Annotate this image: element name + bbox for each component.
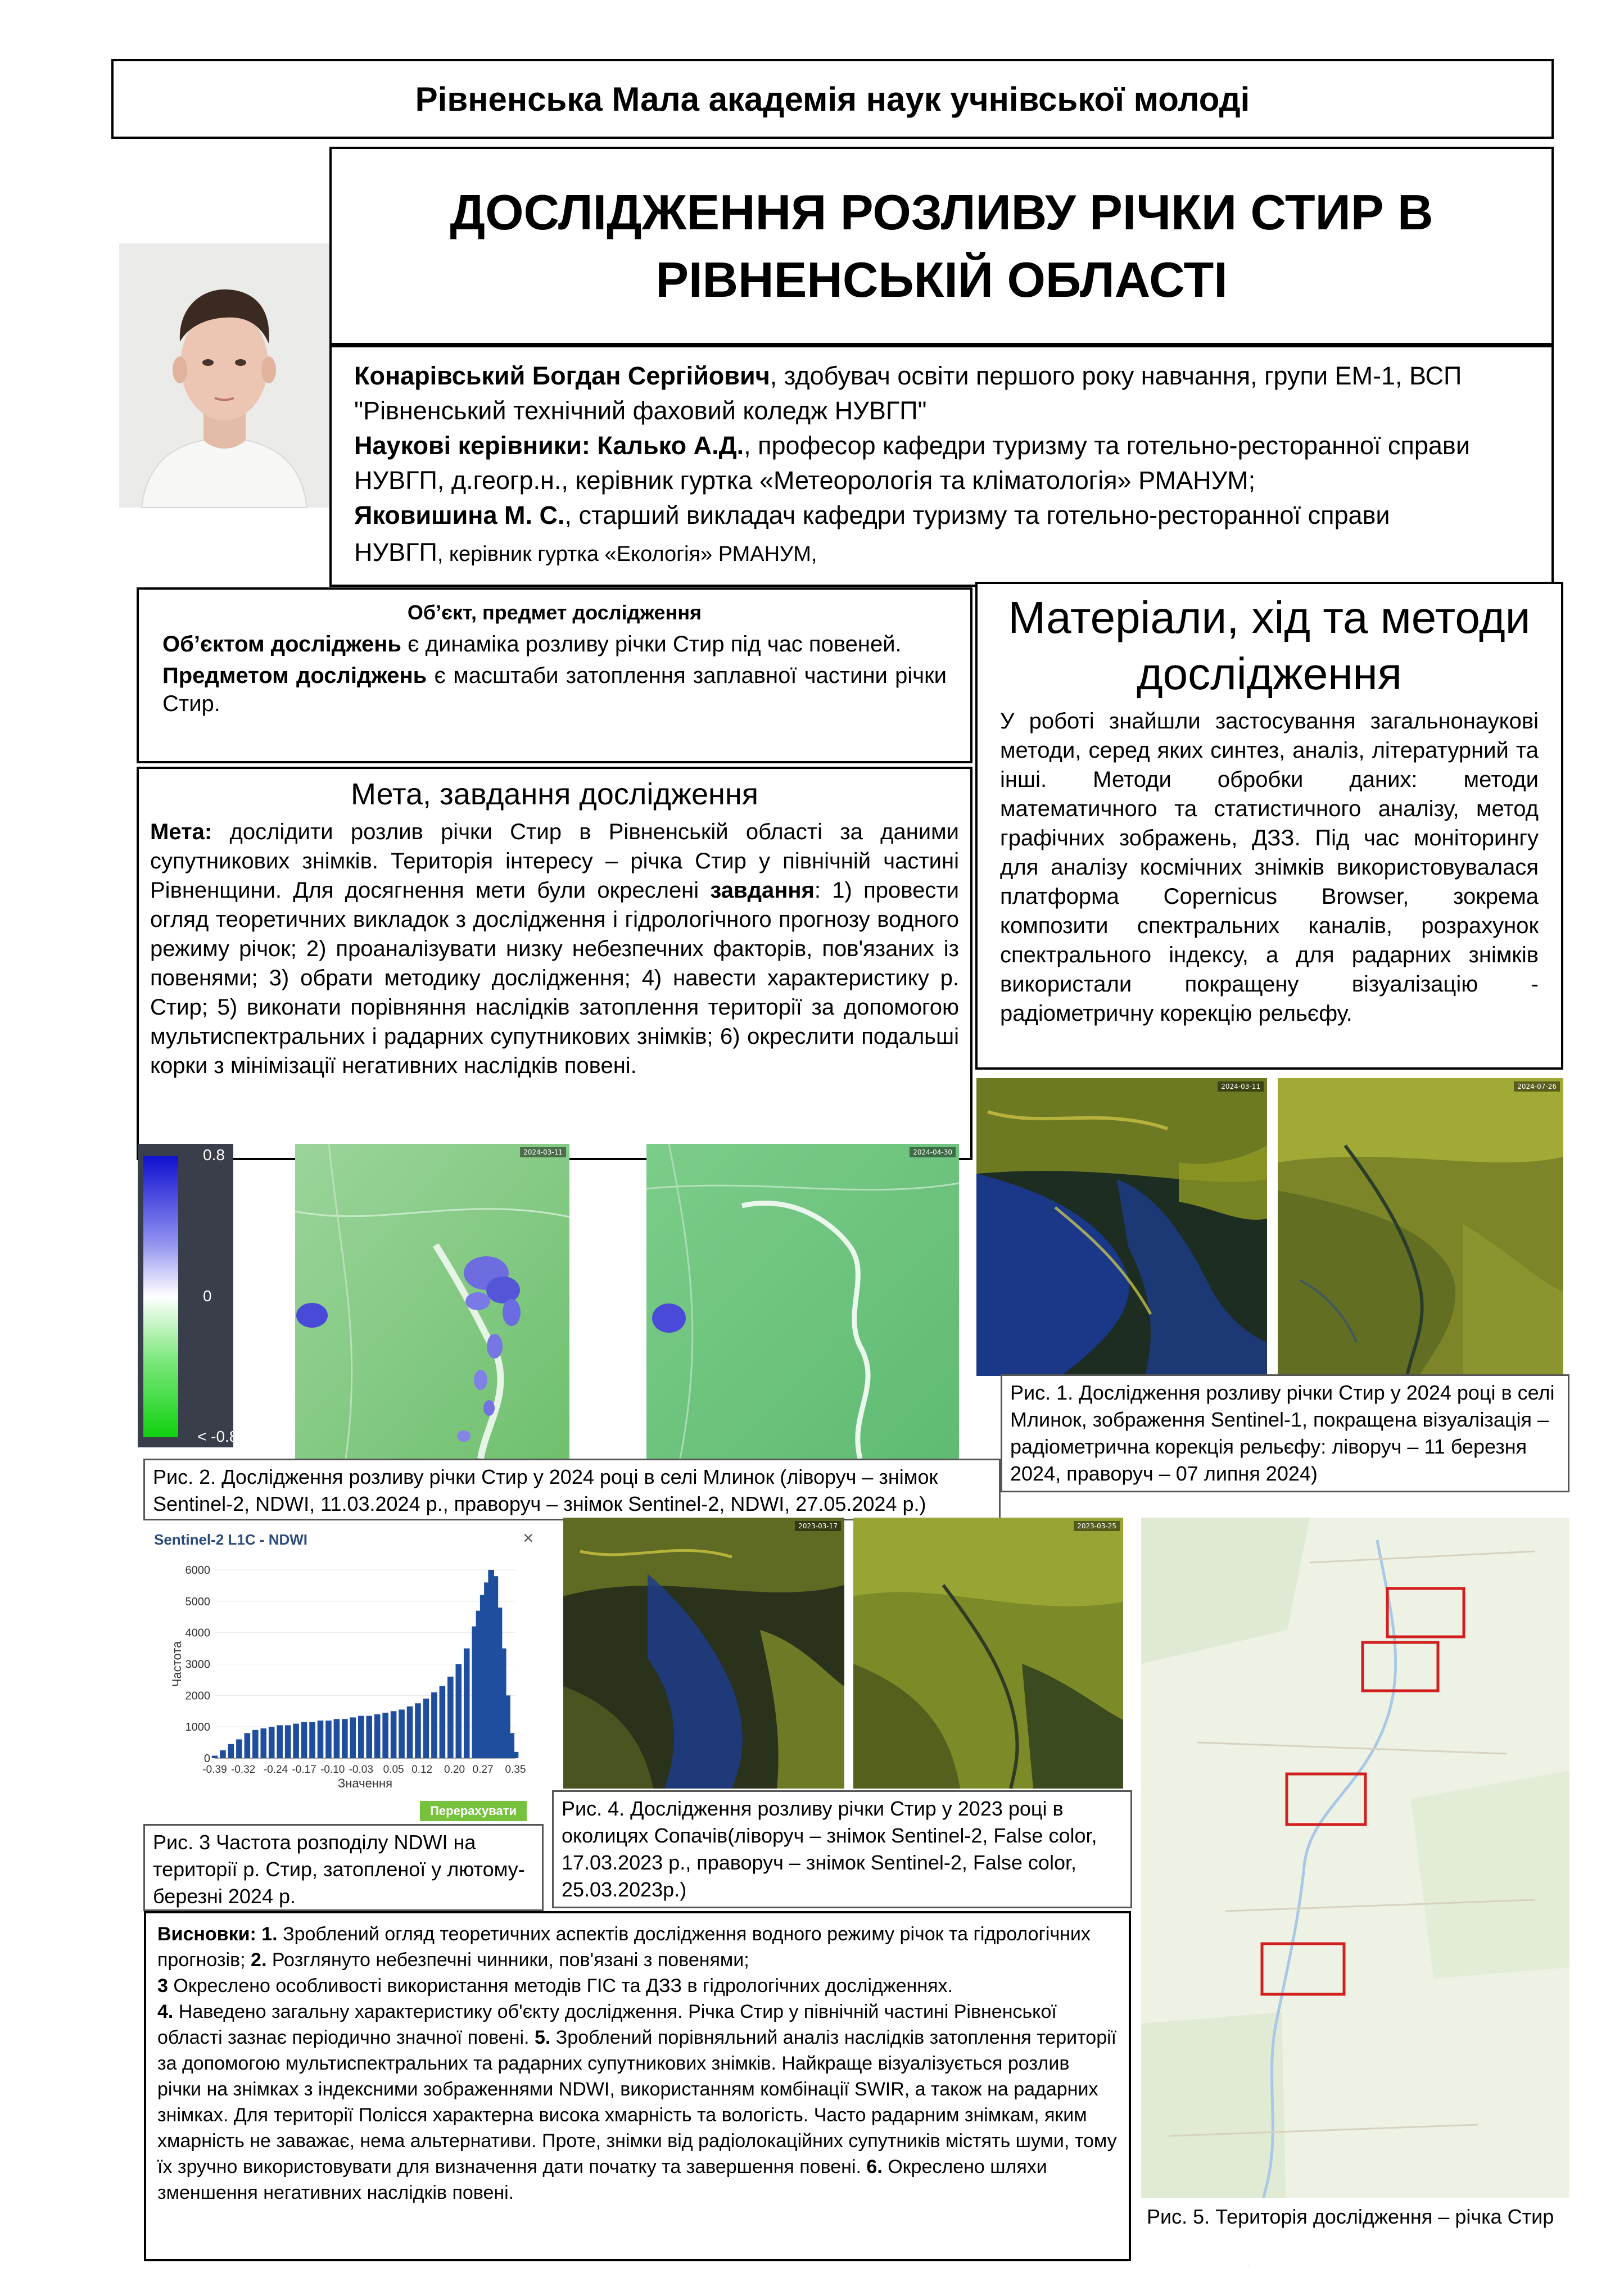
academy-title: Рівненська Мала академія наук учнівської молоді <box>415 80 1250 118</box>
supervisor2-tail: , керівник гуртка «Екологія» РМАНУМ, <box>437 542 817 566</box>
histogram-bar <box>285 1725 291 1758</box>
x-tick-label: -0.17 <box>292 1764 316 1776</box>
fig4-caption: Рис. 4. Дослідження розливу річки Стир у 2023 році в околицях Сопачів(ліворуч – знімок Sentinel-2, False color, 17.03.2023 р., праворуч – знімок Sentinel-2, False color, 25.03.2023р.) <box>552 1790 1132 1908</box>
histogram-bar <box>220 1750 226 1758</box>
close-icon[interactable]: × <box>523 1528 533 1548</box>
histogram-bar <box>277 1725 283 1758</box>
histogram-bar <box>260 1728 266 1758</box>
fig1-date-left: 2024-03-11 <box>1218 1081 1264 1092</box>
conclusions-box <box>144 1911 1131 2261</box>
fig3-caption: Рис. 3 Частота розподілу NDWI на території р. Стир, затопленої у лютому-березні 2024 р. <box>143 1824 544 1911</box>
supervisor2-tail-big: НУВГП <box>354 538 437 567</box>
y-tick-label: 3000 <box>185 1658 210 1671</box>
histogram-bar <box>325 1721 332 1758</box>
y-tick-label: 5000 <box>185 1595 210 1608</box>
fig2-ndwi-image-right <box>646 1144 959 1459</box>
goal-heading: Мета, завдання дослідження <box>351 777 758 811</box>
histogram-bar <box>358 1716 364 1758</box>
author-line <box>354 359 1529 428</box>
conclusion-2-number: 2. <box>251 1949 267 1971</box>
histogram-bar <box>318 1721 324 1758</box>
methods-text: У роботі знайшли застосування загальнонаукові методи, серед яких синтез, аналіз, літературний та інші. Методи обробки даних: методи математичного та статистичного аналізу, метод графічних зображень, ДЗЗ. Під час моніторингу для аналізу космічних знімків використовувалася платформа Copernicus Browser, зокрема композити спектральних каналів, розрахунок спектрального індексу, а для радарних знімків використали покращену візуалізацію - радіометричну корекцію рельєфу. <box>1000 709 1539 1026</box>
author-info <box>329 345 1554 587</box>
goal-text <box>150 817 959 1080</box>
conclusion-3: Окреслено особливості використання методів ГІС та ДЗЗ в гідрологічних дослідженнях. <box>168 1975 953 1997</box>
histogram-bar <box>407 1706 413 1758</box>
y-tick-label: 0 <box>203 1753 210 1765</box>
histogram-bar <box>423 1699 429 1758</box>
histogram-bar <box>374 1714 381 1758</box>
histogram-bar <box>212 1756 218 1758</box>
fig2-ndwi-image-left <box>295 1144 569 1459</box>
fig1-radar-image-right <box>1278 1078 1563 1376</box>
histogram-bar <box>293 1724 299 1758</box>
conclusion-6-number: 6. <box>866 2156 883 2178</box>
x-tick-label: -0.03 <box>349 1764 373 1776</box>
author-portrait-image <box>119 243 329 508</box>
poster-title: ДОСЛІДЖЕННЯ РОЗЛИВУ РІЧКИ СТИР В РІВНЕНСЬКІЙ ОБЛАСТІ <box>450 184 1433 307</box>
y-axis-label: Частота <box>170 1641 184 1687</box>
y-tick-label: 6000 <box>185 1564 210 1577</box>
object-label: Об’єктом досліджень <box>162 632 401 657</box>
histogram-bar <box>269 1727 275 1758</box>
conclusion-2: Розглянуто небезпечні чинники, пов'язані з повенями; <box>266 1949 749 1971</box>
x-tick-label: -0.10 <box>320 1764 345 1776</box>
conclusions-label: Висновки: <box>157 1923 256 1945</box>
y-tick-label: 4000 <box>185 1627 210 1640</box>
tasks-label: завдання <box>710 878 815 903</box>
x-tick-label: 0.05 <box>383 1764 404 1776</box>
fig4-false-color-image-right <box>853 1518 1123 1789</box>
tasks-body: : 1) провести огляд теоретичних викладок з дослідження і гідрологічного прогнозу водного режиму річок; 2) проаналізувати низку небезпечних факторів, пов'язаних із повенями; 3) обрати методику дослідження; 4) навести характеристику р. Стир; 5) виконати порівняння наслідків затоплення території за допомогою мультиспектральних і радарних супутникових знімків; 6) окреслити подальші корки з мінімізації негативних наслідків повені. <box>150 878 959 1078</box>
conclusion-6: Окреслено шляхи зменшення негативних наслідків повені. <box>157 2156 1047 2203</box>
fig3-histogram-chart <box>142 1559 544 1800</box>
fig1-radar-image-left <box>976 1078 1267 1376</box>
histogram-bar <box>252 1730 259 1758</box>
fig2-caption: Рис. 2. Дослідження розливу річки Стир у 2024 році в селі Млинок (ліворуч – знімок Sentinel-2, NDWI, 11.03.2024 р., праворуч – знімок Sentinel-2, NDWI, 27.05.2024 р.) <box>143 1459 1001 1520</box>
supervisors-label: Наукові керівники: Калько А.Д. <box>354 431 744 460</box>
supervisor1-desc: , професор кафедри туризму та готельно-ресторанної справи НУВГП, д.геогр.н., керівник гуртка «Метеорологія та кліматологія» РМАНУМ; <box>354 431 1470 495</box>
histogram-bar <box>334 1719 340 1758</box>
fig1-caption: Рис. 1. Дослідження розливу річки Стир у 2024 році в селі Млинок, зображення Sentinel-1, покращена візуалізація – радіометрична корекція рельєфу: ліворуч – 11 березня 2024, праворуч – 07 липня 2024) <box>1001 1374 1569 1492</box>
conclusions-text <box>157 1923 1117 2203</box>
author-photo <box>119 243 329 508</box>
object-text: є динаміка розливу річки Стир під час повеней. <box>401 632 902 657</box>
ndwi-legend-max: 0.8 <box>203 1146 225 1164</box>
fig1-date-right: 2024-07-26 <box>1514 1081 1560 1092</box>
methods-box <box>975 582 1563 1070</box>
histogram-bar <box>342 1719 348 1758</box>
x-tick-label: -0.39 <box>202 1764 227 1776</box>
conclusion-3-number: 3 <box>157 1975 168 1997</box>
title-box <box>329 147 1554 345</box>
y-tick-label: 1000 <box>185 1721 210 1734</box>
object-box <box>137 587 972 763</box>
x-tick-label: 0.35 <box>505 1764 526 1776</box>
histogram-bar <box>440 1686 446 1758</box>
ndwi-legend <box>138 1144 238 1447</box>
conclusion-5-number: 5. <box>534 2027 551 2048</box>
supervisor2-desc: , старший викладач кафедри туризму та готельно-ресторанної справи <box>564 501 1390 529</box>
histogram-bar <box>228 1744 234 1758</box>
goal-label: Мета: <box>150 820 212 844</box>
recalculate-button[interactable]: Перерахувати <box>420 1801 527 1821</box>
histogram-bar <box>415 1703 421 1758</box>
goal-body: дослідити розлив річки Стир в Рівненській області за даними супутникових знімків. Територія інтересу – річка Стир у північній частині Рівненщини. Для досягнення мети були окреслені <box>150 820 959 903</box>
histogram-bar <box>464 1649 470 1758</box>
histogram-bar <box>245 1733 251 1758</box>
histogram-bar <box>391 1711 397 1758</box>
histogram-bar <box>399 1709 405 1758</box>
supervisors-line <box>354 428 1529 498</box>
histogram-bar <box>309 1722 315 1758</box>
histogram-bar <box>455 1664 462 1759</box>
histogram-bar <box>350 1717 356 1758</box>
fig3-panel-title: Sentinel-2 L1C - NDWI <box>154 1531 308 1548</box>
conclusion-1-number: 1. <box>261 1923 278 1945</box>
x-tick-label: -0.24 <box>263 1764 288 1776</box>
fig4-false-color-image-left <box>563 1518 844 1789</box>
conclusion-4-number: 4. <box>157 2001 174 2022</box>
subject-paragraph <box>162 662 947 718</box>
x-tick-label: 0.27 <box>472 1764 494 1776</box>
conclusion-4: Наведено загальну характеристику об'єкту дослідження. Річка Стир у північній частині Рівненської області зазнає періодично значної повені. <box>157 2001 1057 2048</box>
y-tick-label: 2000 <box>185 1690 210 1703</box>
ndwi-legend-mid: 0 <box>203 1287 212 1305</box>
methods-heading: Матеріали, хід та методи дослідження <box>1008 592 1531 699</box>
ndwi-legend-gradient <box>143 1156 178 1437</box>
histogram-bar <box>236 1740 242 1759</box>
conclusion-1: Зроблений огляд теоретичних аспектів дослідження водного режиму річок та гідрологічних прогнозів; <box>157 1923 1091 1971</box>
ndwi-legend-min: < -0.8 <box>197 1428 238 1445</box>
conclusion-5: Зроблений порівняльний аналіз наслідків затоплення території за допомогою мультиспектральних та радарних супутникових знімків. Найкраще візуалізується розлив річки на знімках з індексними зображеннями NDWI, використанням комбінації SWIR, а також на радарних знімках. Для території Полісся характерна висока хмарність та вологість. Часто радарним знімкам, яким хмарність не заважає, нема альтернативи. Проте, знімки від радіолокаційних супутників містять шуми, тому їх зручно використовувати для визначення дати початку та завершення повені. <box>157 2027 1117 2178</box>
x-tick-label: 0.20 <box>444 1764 465 1776</box>
author-desc: , здобувач освіти першого року навчання, групи ЕМ-1, ВСП "Рівненський технічний фаховий коледж НУВГП" <box>354 361 1462 425</box>
fig5-study-area-map <box>1141 1518 1569 2265</box>
object-paragraph <box>162 630 947 658</box>
histogram-bar <box>447 1677 454 1758</box>
goal-box <box>137 767 972 1160</box>
fig5-caption: Рис. 5. Територія дослідження – річка Стир <box>1141 2198 1569 2265</box>
subject-text: є масштаби затоплення заплавної частини річки Стир. <box>162 663 947 716</box>
object-heading: Об’єкт, предмет дослідження <box>407 601 702 624</box>
x-tick-label: -0.32 <box>230 1764 256 1776</box>
histogram-bar <box>431 1692 437 1758</box>
histogram-bar <box>513 1752 519 1758</box>
x-axis-label: Значення <box>337 1776 393 1790</box>
fig4-date-right: 2023-03-25 <box>1074 1521 1120 1531</box>
fig2-date-left: 2024-03-11 <box>520 1147 566 1157</box>
academy-header <box>111 59 1554 139</box>
supervisor2-line <box>354 498 1529 533</box>
supervisor2-name: Яковишина М. С. <box>354 501 565 529</box>
subject-label: Предметом досліджень <box>162 663 427 688</box>
histogram-bar <box>382 1713 388 1758</box>
fig4-date-left: 2023-03-17 <box>795 1521 841 1531</box>
fig2-date-right: 2024-04-30 <box>910 1147 956 1157</box>
fig3-histogram-panel <box>142 1522 544 1826</box>
histogram-bar <box>301 1722 307 1758</box>
x-tick-label: 0.12 <box>411 1764 433 1776</box>
supervisor2-tail-line <box>354 535 1529 572</box>
author-name: Конарівський Богдан Сергійович <box>354 361 770 390</box>
histogram-bar <box>366 1716 372 1758</box>
